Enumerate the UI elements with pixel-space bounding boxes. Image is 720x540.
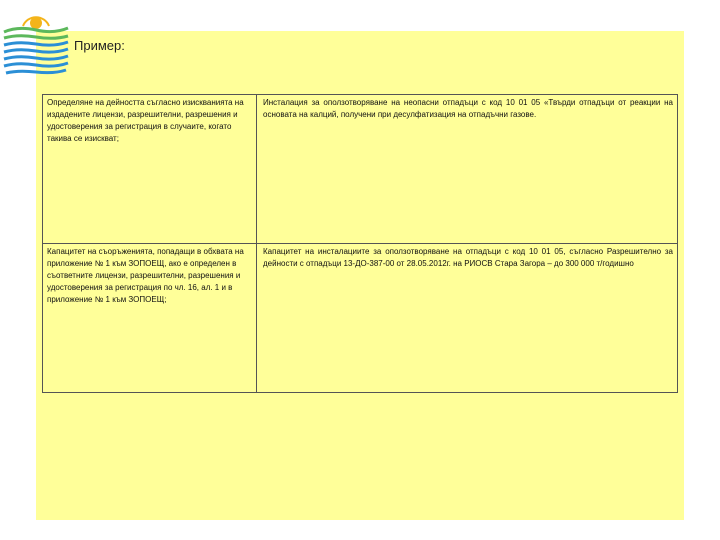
row-label: Капацитет на съоръженията, попадащи в обхвата на приложение № 1 към ЗОПОЕЩ, ако е определен в съответните лицензи, разрешителни, разрешения и удостоверения за регистрация по чл. 16, ал. 1 и в приложение № 1 към ЗОПОЕЩ; — [43, 244, 257, 393]
slide-heading: Пример: — [74, 38, 125, 53]
sun-and-waves-logo-icon — [0, 10, 72, 82]
table-row — [43, 244, 678, 393]
table-row — [43, 95, 678, 244]
row-value: Капацитет на инсталациите за оползотворяване на отпадъци с код 10 01 05, съгласно Разрешително за дейности с отпадъци 13-ДО-387-00 от 28.05.2012г. на РИОСВ Стара Загора – до 300 000 т/годишно — [257, 244, 678, 393]
row-value: Инсталация за оползотворяване на неопасни отпадъци с код 10 01 05 «Твърди отпадъци от реакции на основата на калций, получени при десулфатизация на отпадъчни газове. — [257, 95, 678, 244]
row-label: Определяне на дейността съгласно изискванията на издадените лицензи, разрешителни, разрешения и удостоверения за регистрация в случаите, когато такива се изискват; — [43, 95, 257, 244]
content-table — [42, 94, 678, 393]
